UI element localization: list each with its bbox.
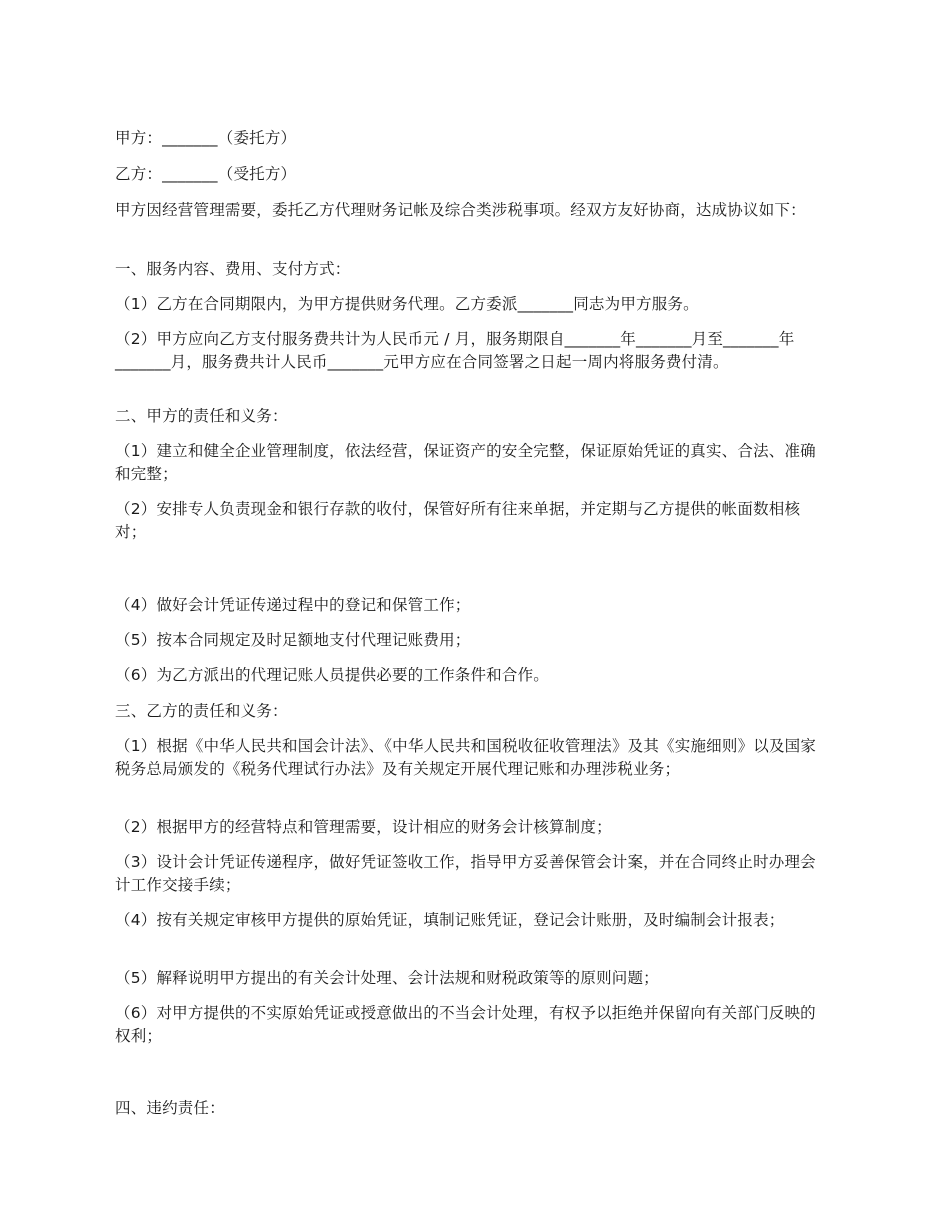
section-2-item: （1）建立和健全企业管理制度，依法经营，保证资产的安全完整，保证原始凭证的真实、合法、准确和完整；: [115, 442, 816, 483]
section-3-item: （4）按有关规定审核甲方提供的原始凭证，填制记账凭证，登记会计账册，及时编制会计报表；: [115, 911, 785, 929]
section-1-heading: 一、服务内容、费用、支付方式：: [115, 260, 351, 278]
section-2-item: （4）做好会计凭证传递过程中的登记和保管工作；: [115, 596, 471, 614]
section-2-heading: 二、甲方的责任和义务：: [115, 407, 288, 425]
section-2-item: （5）按本合同规定及时足额地支付代理记账费用；: [115, 631, 471, 649]
section-3-heading: 三、乙方的责任和义务：: [115, 702, 288, 720]
party-a-line: 甲方：_______（委托方）: [115, 129, 297, 147]
intro-paragraph: 甲方因经营管理需要，委托乙方代理财务记帐及综合类涉税事项。经双方友好协商，达成协议如下：: [115, 201, 806, 219]
section-3-item: （2）根据甲方的经营特点和管理需要，设计相应的财务会计核算制度；: [115, 818, 612, 836]
section-1-item: （1）乙方在合同期限内，为甲方提供财务代理。乙方委派_______同志为甲方服务。: [115, 295, 699, 313]
section-3-item: （6）对甲方提供的不实原始凭证或授意做出的不当会计处理，有权予以拒绝并保留向有关部门反映的权利；: [115, 1004, 816, 1045]
section-3-item: （1）根据《中华人民共和国会计法》、《中华人民共和国税收征收管理法》及其《实施细则》以及国家税务总局颁发的《税务代理试行办法》及有关规定开展代理记账和办理涉税业务；: [115, 737, 817, 778]
party-b-line: 乙方：_______（受托方）: [115, 165, 297, 183]
section-3-item: （5）解释说明甲方提出的有关会计处理、会计法规和财税政策等的原则问题；: [115, 969, 659, 987]
section-3-item: （3）设计会计凭证传递程序，做好凭证签收工作，指导甲方妥善保管会计案，并在合同终止时办理会计工作交接手续；: [115, 853, 816, 894]
section-2-item: （6）为乙方派出的代理记账人员提供必要的工作条件和合作。: [115, 666, 549, 684]
section-2-item: （2）安排专人负责现金和银行存款的收付，保管好所有往来单据，并定期与乙方提供的帐面数相核对；: [115, 500, 801, 541]
section-1-item: （2）甲方应向乙方支付服务费共计为人民币元 / 月，服务期限自_______年_______月至_______年_______月，服务费共计人民币_______元甲方应在合同签署之日起一周内将服务费付清。: [115, 330, 795, 371]
section-4-heading: 四、违约责任：: [115, 1099, 225, 1117]
